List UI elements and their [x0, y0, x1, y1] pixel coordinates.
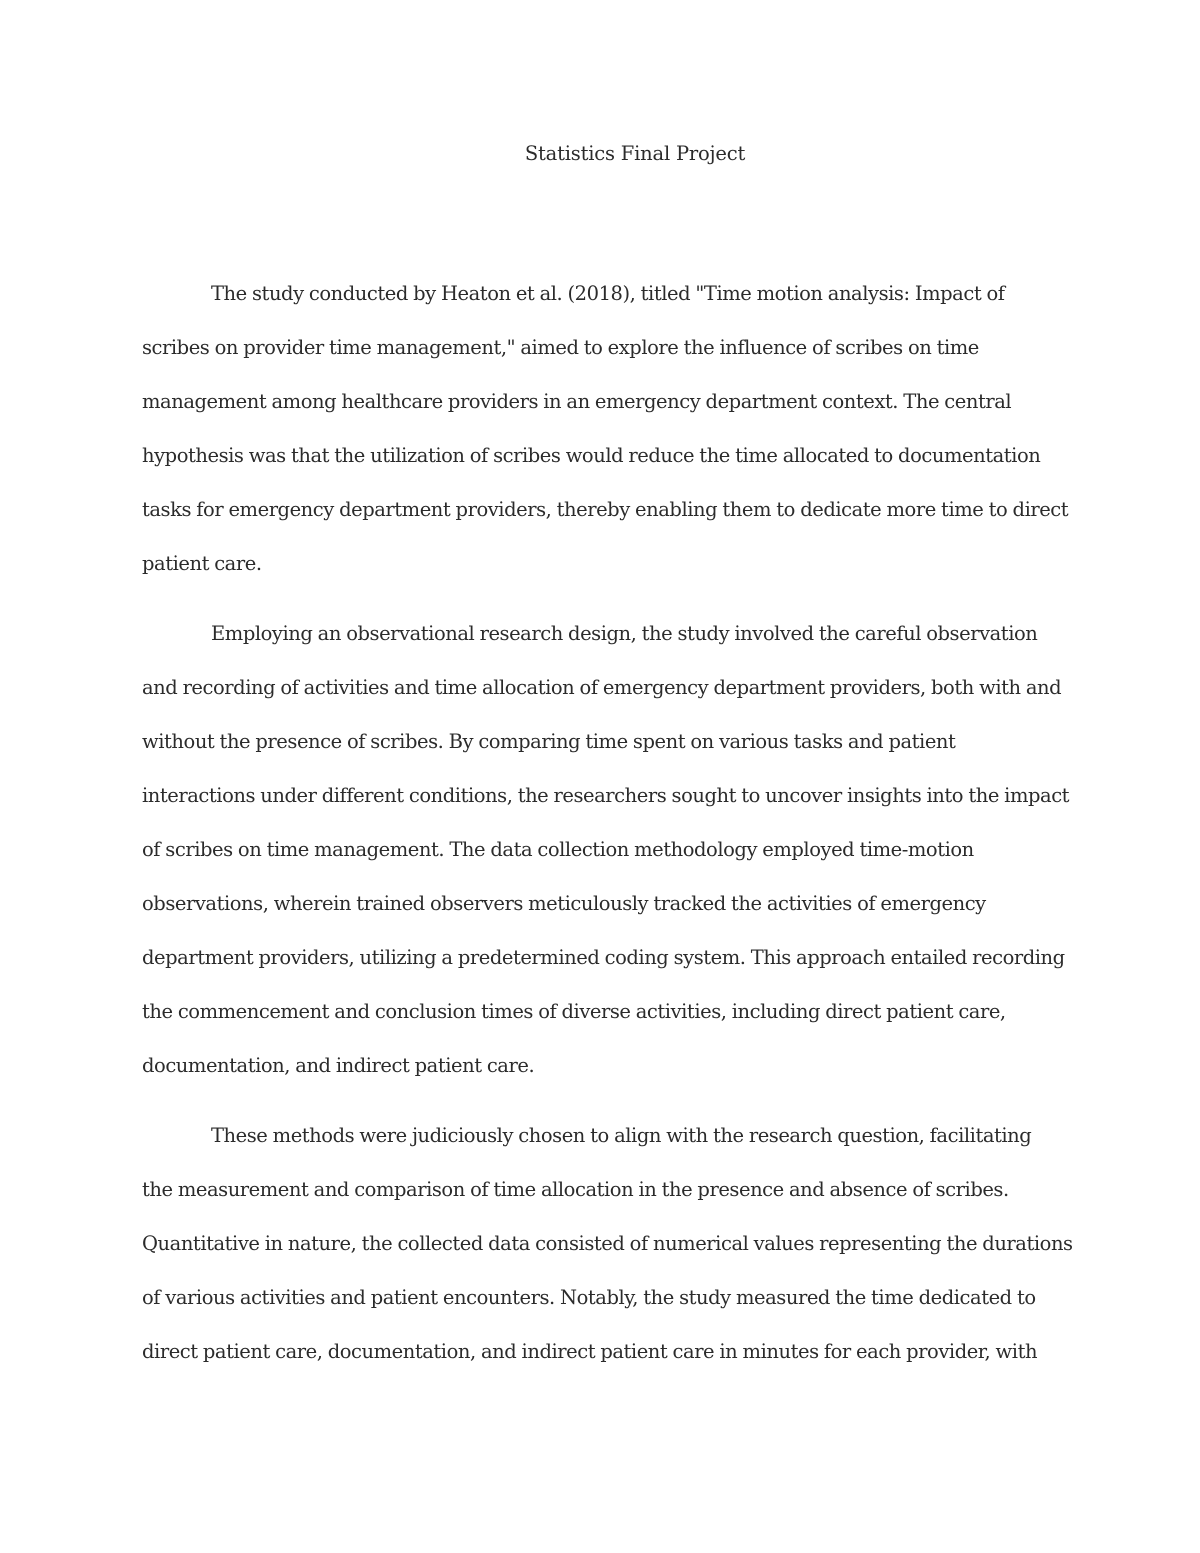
paragraph-line: and recording of activities and time allocation of emergency department providers, both with and	[142, 676, 1062, 699]
paragraph-line: The study conducted by Heaton et al. (2018), titled "Time motion analysis: Impact of	[211, 282, 1005, 305]
paragraph-line: of scribes on time management. The data collection methodology employed time-motion	[142, 838, 974, 861]
document-body	[142, 267, 1073, 1395]
paragraph-line: management among healthcare providers in an emergency department context. The central	[142, 390, 1012, 413]
page-title: Statistics Final Project	[524, 142, 746, 165]
paragraph-line: Quantitative in nature, the collected data consisted of numerical values representing the durations	[142, 1232, 1073, 1255]
paragraph-line: tasks for emergency department providers, thereby enabling them to dedicate more time to direct	[142, 498, 1069, 521]
paragraph-line: of various activities and patient encounters. Notably, the study measured the time dedicated to	[142, 1286, 1036, 1309]
paragraph-line: department providers, utilizing a predetermined coding system. This approach entailed recording	[142, 946, 1065, 969]
paragraph-line: the commencement and conclusion times of diverse activities, including direct patient care,	[142, 1000, 1006, 1023]
paragraph-line: scribes on provider time management," aimed to explore the influence of scribes on time	[142, 336, 979, 359]
paragraph-3	[142, 1109, 1073, 1379]
paragraph-line: the measurement and comparison of time allocation in the presence and absence of scribes.	[142, 1178, 1009, 1201]
paragraph-line: patient care.	[142, 552, 262, 575]
paragraph-line: direct patient care, documentation, and indirect patient care in minutes for each provider, with	[142, 1340, 1038, 1363]
paragraph-line: without the presence of scribes. By comparing time spent on various tasks and patient	[142, 730, 956, 753]
paragraph-line: observations, wherein trained observers meticulously tracked the activities of emergency	[142, 892, 986, 915]
paragraph-line: hypothesis was that the utilization of scribes would reduce the time allocated to documentation	[142, 444, 1041, 467]
paragraph-2	[142, 607, 1070, 1093]
paragraph-line: Employing an observational research design, the study involved the careful observation	[211, 622, 1038, 645]
paragraph-1	[142, 267, 1069, 591]
paragraph-line: interactions under different conditions, the researchers sought to uncover insights into the impact	[142, 784, 1070, 807]
paragraph-line: documentation, and indirect patient care.	[142, 1054, 535, 1077]
paragraph-line: These methods were judiciously chosen to align with the research question, facilitating	[211, 1124, 1032, 1147]
